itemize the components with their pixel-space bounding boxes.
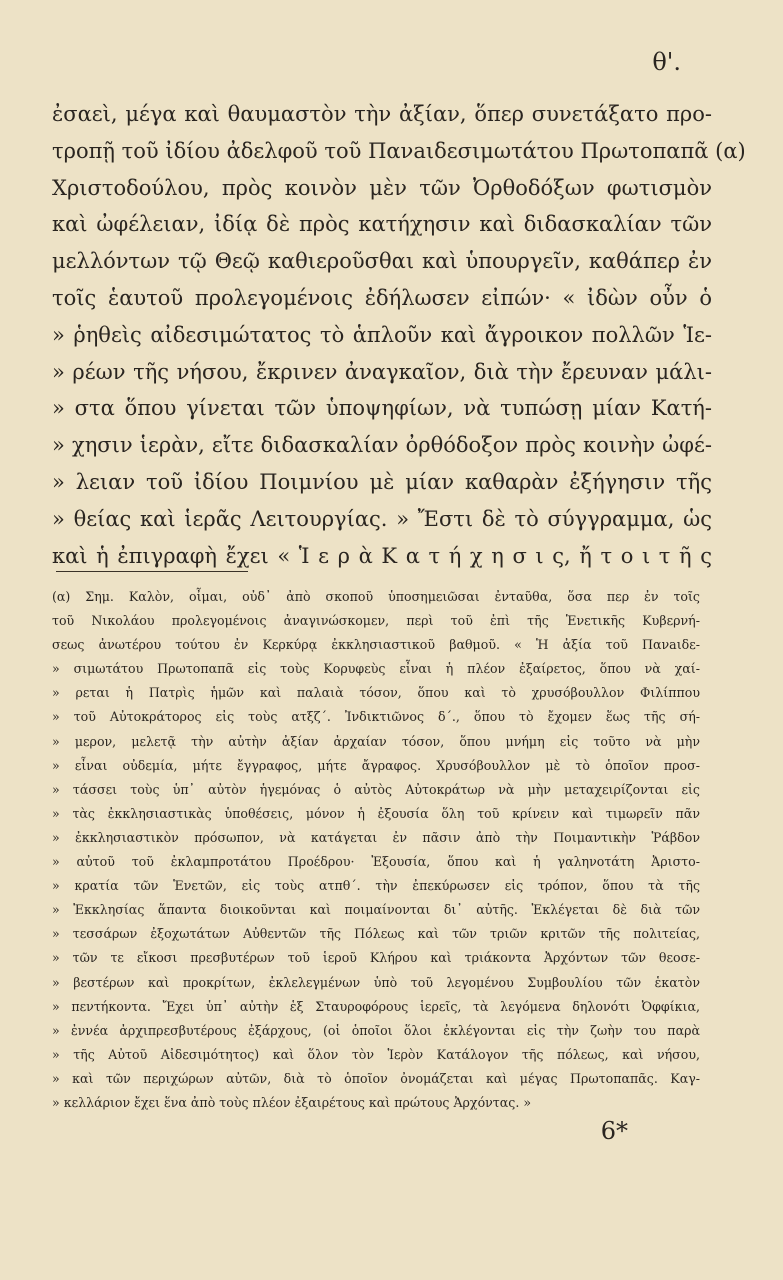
footnote-line: » τὰς ἐκκλησιαστικὰς ὑποθέσεις, μόνον ἡ ἐξουσία ὅλη τοῦ κρίνειν καὶ τιμωρεῖν πᾶν — [52, 805, 700, 821]
footnote-line: » μερον, μελετᾷ τὴν αὐτὴν ἀξίαν ἀρχαίαν τόσον, ὅπου μνήμη εἰς τοῦτο νὰ μὴν — [52, 733, 700, 749]
main-text-line: τροπῇ τοῦ ἰδίου ἀδελφοῦ τοῦ Πανaιδεσιμωτάτου Πρωτοπαπᾶ (α) — [52, 138, 746, 163]
footnote-line: » ἐννέα ἀρχιπρεσβυτέρους ἐξάρχους, (οἱ ὁποῖοι ὅλοι ἐκλέγονται εἰς τὴν ζωὴν του παρὰ — [52, 1022, 700, 1038]
footnote-line: » αὐτοῦ τοῦ ἐκλαμπροτάτου Προέδρου· Ἐξουσία, ὅπου καὶ ἡ γαληνοτάτη Ἀριστο- — [52, 854, 700, 870]
footnote-line: » ρεται ἡ Πατρὶς ἡμῶν καὶ παλαιὰ τόσον, ὅπου καὶ τὸ χρυσόβουλλον Φιλίππου — [52, 685, 700, 701]
main-text-line: » στα ὅπου γίνεται τῶν ὑποψηφίων, νὰ τυπώσῃ μίαν Κατή- — [52, 396, 712, 421]
footnote-line: » ἐκκλησιαστικὸν πρόσωπον, νὰ κατάγεται ἐν πᾶσιν ἀπὸ τὴν Ποιμαντικὴν Ῥάβδον — [52, 829, 700, 845]
footnote-line: » κελλάριον ἔχει ἕνα ἀπὸ τοὺς πλέον ἐξαιρέτους καὶ πρώτους Ἀρχόντας. » — [52, 1094, 532, 1110]
main-text-line: » ρέων τῆς νήσου, ἔκρινεν ἀναγκαῖον, διὰ τὴν ἔρευναν μάλι- — [52, 359, 712, 384]
footnote-line: (α) Σημ. Καλὸν, οἶμαι, οὐδ᾽ ἀπὸ σκοποῦ ὑποσημειῶσαι ἐνταῦθα, ὅσα περ ἐν τοῖς — [52, 589, 700, 604]
footnote-line: » τοῦ Αὐτοκράτορος εἰς τοὺς ατξζ΄. Ἰνδικτιῶνος δ΄., ὅπου τὸ ἔχομεν ἕως τῆς σή- — [52, 709, 700, 725]
main-text-line: τοῖς ἑαυτοῦ προλεγομένοις ἐδήλωσεν εἰπών· « ἰδὼν οὖν ὁ — [52, 285, 712, 310]
footnote-line: » σιμωτάτου Πρωτοπαπᾶ εἰς τοὺς Κορυφεὺς εἶναι ἡ πλέον ἐξαίρετος, ὅπου νὰ χαί- — [52, 661, 700, 677]
main-text-line: καὶ ἡ ἐπιγραφὴ ἔχει « Ἱ ε ρ ὰ Κ α τ ή χ η σ ι ς, ἤ τ ο ι τ ῆ ς — [52, 543, 712, 568]
footnote-line: » Ἐκκλησίας ἅπαντα διοικοῦνται καὶ ποιμαίνονται δι᾽ αὐτῆς. Ἐκλέγεται δὲ διὰ τῶν — [52, 902, 700, 918]
main-text-line: μελλόντων τῷ Θεῷ καθιεροῦσθαι καὶ ὑπουργεῖν, καθάπερ ἐν — [52, 249, 712, 274]
main-text-block — [52, 96, 746, 574]
signature-mark: 6* — [600, 1117, 628, 1145]
main-text-line: » ῥηθεὶς αἰδεσιμώτατος τὸ ἁπλοῦν καὶ ἄγροικον πολλῶν Ἱε- — [52, 322, 712, 347]
footnote-line: » τάσσει τοὺς ὑπ᾽ αὐτὸν ἡγεμόνας ὁ αὐτὸς Αὐτοκράτωρ νὰ μὴν μεταχειρίζονται εἰς — [52, 781, 700, 797]
footnote-line: » τεσσάρων ἐξοχωτάτων Αὐθεντῶν τῆς Πόλεως καὶ τῶν τριῶν κριτῶν τῆς πολιτείας, — [52, 926, 700, 942]
page-number: θ'. — [652, 48, 681, 76]
main-text-line: » λειαν τοῦ ἰδίου Ποιμνίου μὲ μίαν καθαρὰν ἐξήγησιν τῆς — [52, 469, 712, 494]
footnote-line: » κρατία τῶν Ἑνετῶν, εἰς τοὺς ατπθ΄. τὴν ἐπεκύρωσεν εἰς τρόπον, ὅπου τὰ τῆς — [52, 878, 700, 894]
footnote-line: τοῦ Νικολάου προλεγομένοις ἀναγινώσκομεν, περὶ τοῦ ἐπὶ τῆς Ἑνετικῆς Κυβερνή- — [52, 613, 700, 629]
footnote-line: σεως ἀνωτέρου τούτου ἐν Κερκύρᾳ ἐκκλησιαστικοῦ βαθμοῦ. « Ἡ ἀξία τοῦ Πανaιδε- — [52, 637, 700, 653]
footnote-line: » εἶναι οὐδεμία, μήτε ἔγγραφος, μήτε ἄγραφος. Χρυσόβουλλον μὲ τὸ ὁποῖον προσ- — [52, 757, 700, 773]
footnote-line: » καὶ τῶν περιχώρων αὐτῶν, διὰ τὸ ὁποῖον ὀνομάζεται καὶ μέγας Πρωτοπαπᾶς. Καγ- — [52, 1070, 700, 1086]
main-text-line: » θείας καὶ ἱερᾶς Λειτουργίας. » Ἔστι δὲ τὸ σύγγραμμα, ὡς — [52, 506, 712, 531]
footnote-block — [52, 585, 700, 1115]
footnote-divider — [56, 571, 248, 572]
footnote-line: » πεντήκοντα. Ἔχει ὑπ᾽ αὐτὴν ἑξ Σταυροφόρους ἱερεῖς, τὰ λεγόμενα δηλονότι Ὀφφίκια, — [52, 998, 700, 1014]
main-text-line: καὶ ὠφέλειαν, ἰδίᾳ δὲ πρὸς κατήχησιν καὶ διδασκαλίαν τῶν — [52, 212, 712, 237]
footnote-line: » τῶν τε εἴκοσι πρεσβυτέρων τοῦ ἱεροῦ Κλήρου καὶ τριάκοντα Ἀρχόντων τῶν θεοσε- — [52, 950, 700, 966]
footnote-line: » βεστέρων καὶ προκρίτων, ἐκλελεγμένων ὑπὸ τοῦ λεγομένου Συμβουλίου τῶν ἑκατὸν — [52, 974, 700, 990]
main-text-line: » χησιν ἱερὰν, εἴτε διδασκαλίαν ὀρθόδοξον πρὸς κοινὴν ὠφέ- — [52, 433, 712, 458]
footnote-line: » τῆς Αὐτοῦ Αἰδεσιμότητος) καὶ ὅλον τὸν Ἱερὸν Κατάλογον τῆς πόλεως, καὶ νήσου, — [52, 1046, 700, 1062]
main-text-line: Χριστοδούλου, πρὸς κοινὸν μὲν τῶν Ὀρθοδόξων φωτισμὸν — [52, 175, 712, 200]
main-text-line: ἐσαεὶ, μέγα καὶ θαυμαστὸν τὴν ἀξίαν, ὅπερ συνετάξατο προ- — [52, 102, 712, 126]
